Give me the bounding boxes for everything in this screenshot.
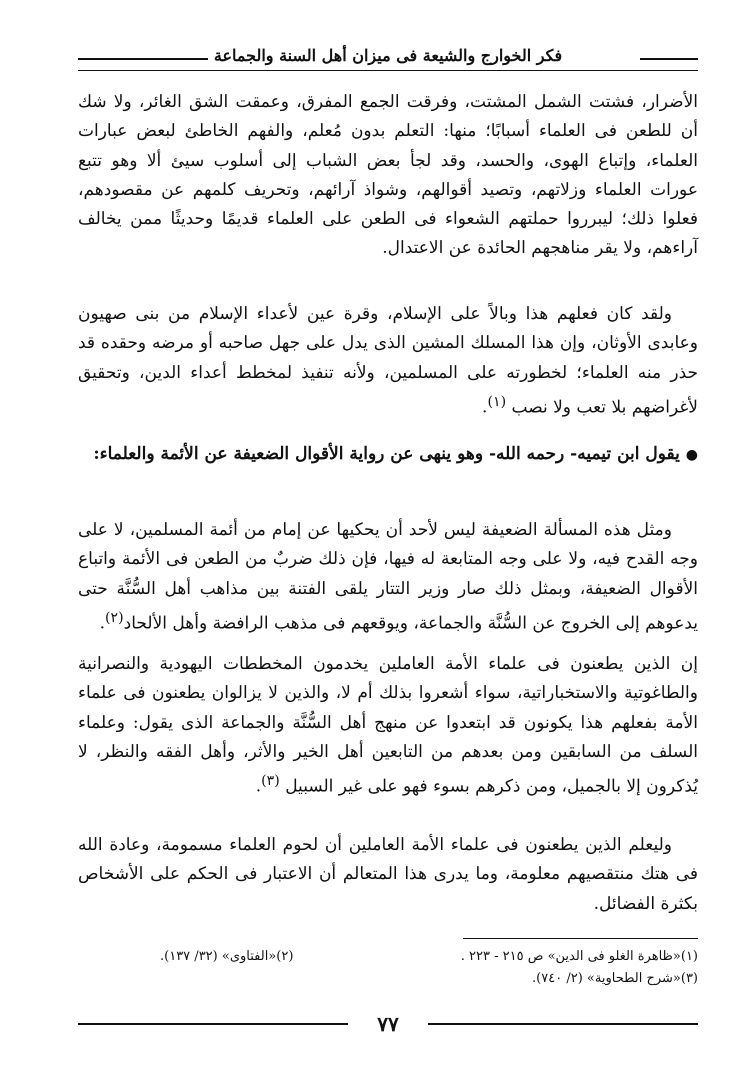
page-number: ٧٧ <box>377 1012 399 1036</box>
paragraph-4-end: . <box>99 613 105 634</box>
paragraph-2 <box>78 300 698 423</box>
footnote-row <box>160 946 698 968</box>
running-title: فكر الخوارج والشيعة فى ميزان أهل السنة والجماعة <box>213 46 563 65</box>
paragraph-5-end: . <box>255 776 262 797</box>
footnote-ref-1: (١) <box>487 393 507 410</box>
paragraph-2-text: ولقد كان فعلهم هذا وبالاً على الإسلام، وقرة عين لأعداء الإسلام من بنى صهيون وعابدى الأوثان، وإن هذا المسلك المشين الذى يدل على جهل صاحبه أو مرضه وحقده قد حذر منه العلماء؛ لخطورته على المسلمين، ولأنه تنفيذ لمخطط أعداء الدين، وتحقيق لأغراضهم بلا تعب ولا نصب <box>78 304 698 418</box>
paragraph-5 <box>78 650 698 802</box>
footnote-1: (١)«ظاهرة الغلو فى الدين» ص ٢١٥ - ٢٢٣ . <box>460 949 698 964</box>
footnote-2: (٢)«الفتاوى» (٣٢/ ١٣٧). <box>160 949 294 964</box>
footnote-separator <box>463 938 698 939</box>
paragraph-2-end: . <box>482 397 488 418</box>
footnote-ref-3: (٣) <box>261 773 280 790</box>
paragraph-6: وليعلم الذين يطعنون فى علماء الأمة العاملين أن لحوم العلماء مسمومة، وعادة الله فى هتك منتقصيهم معلومة، وما يدرى هذا المتعالم أن الاعتبار فى الحكم على الأشخاص بكثرة الفضائل. <box>78 835 698 914</box>
header-underline <box>78 70 698 71</box>
paragraph-4-quote <box>78 516 698 639</box>
paragraph-1: الأضرار، فشتت الشمل المشتت، وفرقت الجمع المفرق، وعمقت الشق الغائر، ولا شك أن للطعن فى العلماء أسبابًا؛ منها: التعلم بدون مُعلم، والفهم الخاطئ لبعض عبارات العلماء، وإتباع الهوى، والحسد، وقد لجأ بعض الشباب إلى أسلوب سيئ ألا وهو تتبع عورات العلماء وزلاتهم، وتصيد أقوالهم، وشواذ آرائهم، وتحريف كلمهم عن مقصودهم، فعلوا ذلك؛ ليبرروا حملتهم الشعواء فى الطعن على العلماء قديمًا وحديثًا ممن يخالف آراءهم، ولا يقر مناهجهم الحائدة عن الاعتدال. <box>78 92 698 259</box>
footnotes <box>160 946 698 990</box>
paragraph-4-text: ومثل هذه المسألة الضعيفة ليس لأحد أن يحكيها عن إمام من أئمة المسلمين، لا على وجه القدح فيه، ولا على وجه المتابعة له فيها، فإن ذلك ضربٌ من الطعن فى الأئمة واتباع الأقوال الضعيفة، وبمثل ذلك صار وزير التتار يلقى الفتنة بين مذاهب أهل السُّنَّة حتى يدعوهم إلى الخروج عن السُّنَّة والجماعة، ويوقعهم فى مذهب الرافضة وأهل الألحاد <box>78 520 698 634</box>
footnote-ref-2: (٢) <box>105 609 124 626</box>
bullet-icon: ● <box>685 447 698 463</box>
paragraph-3-quote-intro <box>78 440 698 470</box>
page-footer <box>78 1010 698 1040</box>
paragraph-5-text: إن الذين يطعنون فى علماء الأمة العاملين يخدمون المخططات اليهودية والنصرانية والطاغوتية والاستخباراتية، سواء أشعروا بذلك أم لا، والذين لا يزالوان يطعنون فى علماء الأمة بفعلهم هذا يكونون قد ابتعدوا عن منهج أهل السُّنَّة والجماعة الذى يقول: وعلماء السلف من السابقين ومن بعدهم من التابعين أهل الخير والأثر، وأهل الفقه والنظر، لا يُذكرون إلا بالجميل، ومن ذكرهم بسوء فهو على غير السبيل <box>78 654 698 797</box>
footnote-3: (٣)«شرح الطحاوية» (٢/ ٧٤٠). <box>532 971 698 986</box>
paragraph-3-text: يقول ابن تيميه- رحمه الله- وهو ينهى عن رواية الأقوال الضعيفة عن الأئمة والعلماء: <box>93 444 680 464</box>
running-header <box>78 42 698 72</box>
footer-rule-left <box>78 1023 348 1025</box>
